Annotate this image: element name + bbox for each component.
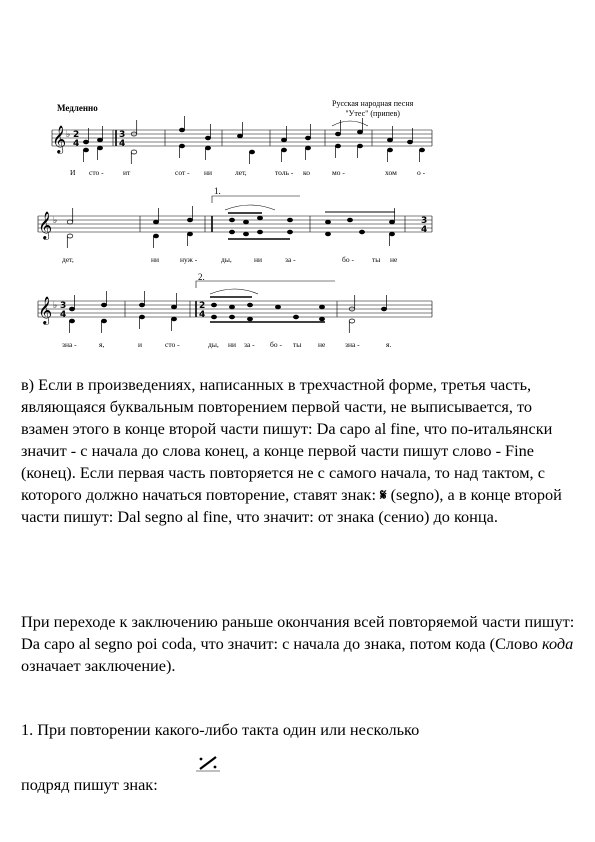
lyric: И (70, 168, 76, 177)
lyric: толь - (275, 168, 294, 177)
svg-text:♭: ♭ (53, 301, 58, 311)
source-line-2: "Утес" (припев) (345, 109, 400, 118)
lyric: не (390, 255, 398, 264)
lyric: ты (372, 255, 381, 264)
paragraph-repeat: 1. При повторении какого-либо такта один или несколько (21, 720, 420, 739)
volta-2-label: 2. (198, 272, 205, 282)
lyric: ит (123, 168, 131, 177)
svg-text:4: 4 (199, 310, 206, 320)
staff-2 (38, 216, 432, 232)
paragraph-coda (21, 611, 581, 677)
svg-text:3: 3 (60, 301, 67, 311)
lyric: ни (254, 255, 263, 264)
lyric: ты (293, 340, 302, 349)
svg-text:𝄞: 𝄞 (38, 211, 53, 239)
lyric: лет, (235, 168, 247, 177)
segno-icon: 𝄋 (380, 486, 387, 504)
lyric: ни (204, 168, 213, 177)
lyric: о - (417, 168, 426, 177)
lyric: дет, (62, 255, 74, 264)
svg-text:2: 2 (73, 130, 80, 140)
lyric: сто - (89, 168, 104, 177)
tempo-marking: Медленно (57, 103, 98, 113)
svg-text:♭: ♭ (53, 216, 58, 226)
lyric: и (138, 340, 143, 349)
bar-repeat-sign-icon (192, 753, 224, 775)
paragraph-text: в) Если в произведениях, написанных в трехчастной форме, третья часть, являющаяся буквальным повторением первой части, не выписывается, то взамен этого в конце второй части пишут: Da capo al fine, что по-итальянски значит - с начала до слова конец, а конце первой части пишут слово - Fine (конец). Если первая часть повторяется не с самого начала, то над тактом, с которого должно начаться повторение, ставят знак: (21, 375, 553, 504)
svg-text:𝄞: 𝄞 (52, 125, 67, 153)
svg-text:4: 4 (119, 139, 126, 149)
lyric: ды, (221, 255, 232, 264)
lyric: ко (303, 168, 311, 177)
paragraph-repeat-sign (21, 774, 158, 796)
music-score (0, 0, 595, 370)
lyric: зна - (62, 340, 77, 349)
lyric: я, (99, 340, 105, 349)
source-line-1: Русская народная песня (332, 99, 414, 108)
lyric: не (318, 340, 326, 349)
staff-3 (38, 301, 432, 317)
svg-text:2: 2 (199, 301, 206, 311)
lyric: ни (151, 255, 160, 264)
paragraph-text: При переходе к заключению раньше окончания всей повторяемой части пишут: Da capo al segno poi coda, что значит: с начала до знака, потом кода (Слово (21, 612, 575, 653)
lyric: ни (228, 340, 237, 349)
paragraph-dacapo (21, 374, 581, 528)
lyric: хом (385, 168, 397, 177)
svg-text:4: 4 (73, 139, 80, 149)
lyric: бо - (342, 255, 354, 264)
lyric: за - (285, 255, 296, 264)
staff-1 (52, 130, 432, 146)
lyric: я. (386, 340, 392, 349)
italic-term: кода (541, 634, 574, 653)
svg-text:3: 3 (119, 130, 126, 140)
lyric: за - (244, 340, 255, 349)
lyric: ды, (208, 340, 219, 349)
svg-text:♭: ♭ (66, 130, 71, 140)
lyric: сот - (175, 168, 190, 177)
lyric: бо - (270, 340, 282, 349)
volta-1-label: 1. (214, 186, 221, 196)
lyric: зна - (345, 340, 360, 349)
svg-text:𝄞: 𝄞 (38, 296, 53, 324)
staff-svg (0, 0, 595, 370)
svg-text:4: 4 (60, 310, 67, 320)
svg-text:4: 4 (421, 225, 428, 235)
paragraph-text: подряд пишут знак: (21, 775, 158, 794)
paragraph-text-tail: (segno), а в конце второй части пишут: Dal segno al fine, что значит: от знака (сенио) до конца. (21, 485, 562, 526)
lyric: сто - (165, 340, 180, 349)
svg-text:3: 3 (421, 216, 428, 226)
paragraph-text-tail: означает заключение). (21, 656, 176, 675)
lyric: нуж - (180, 255, 198, 264)
lyric: мо - (332, 168, 345, 177)
